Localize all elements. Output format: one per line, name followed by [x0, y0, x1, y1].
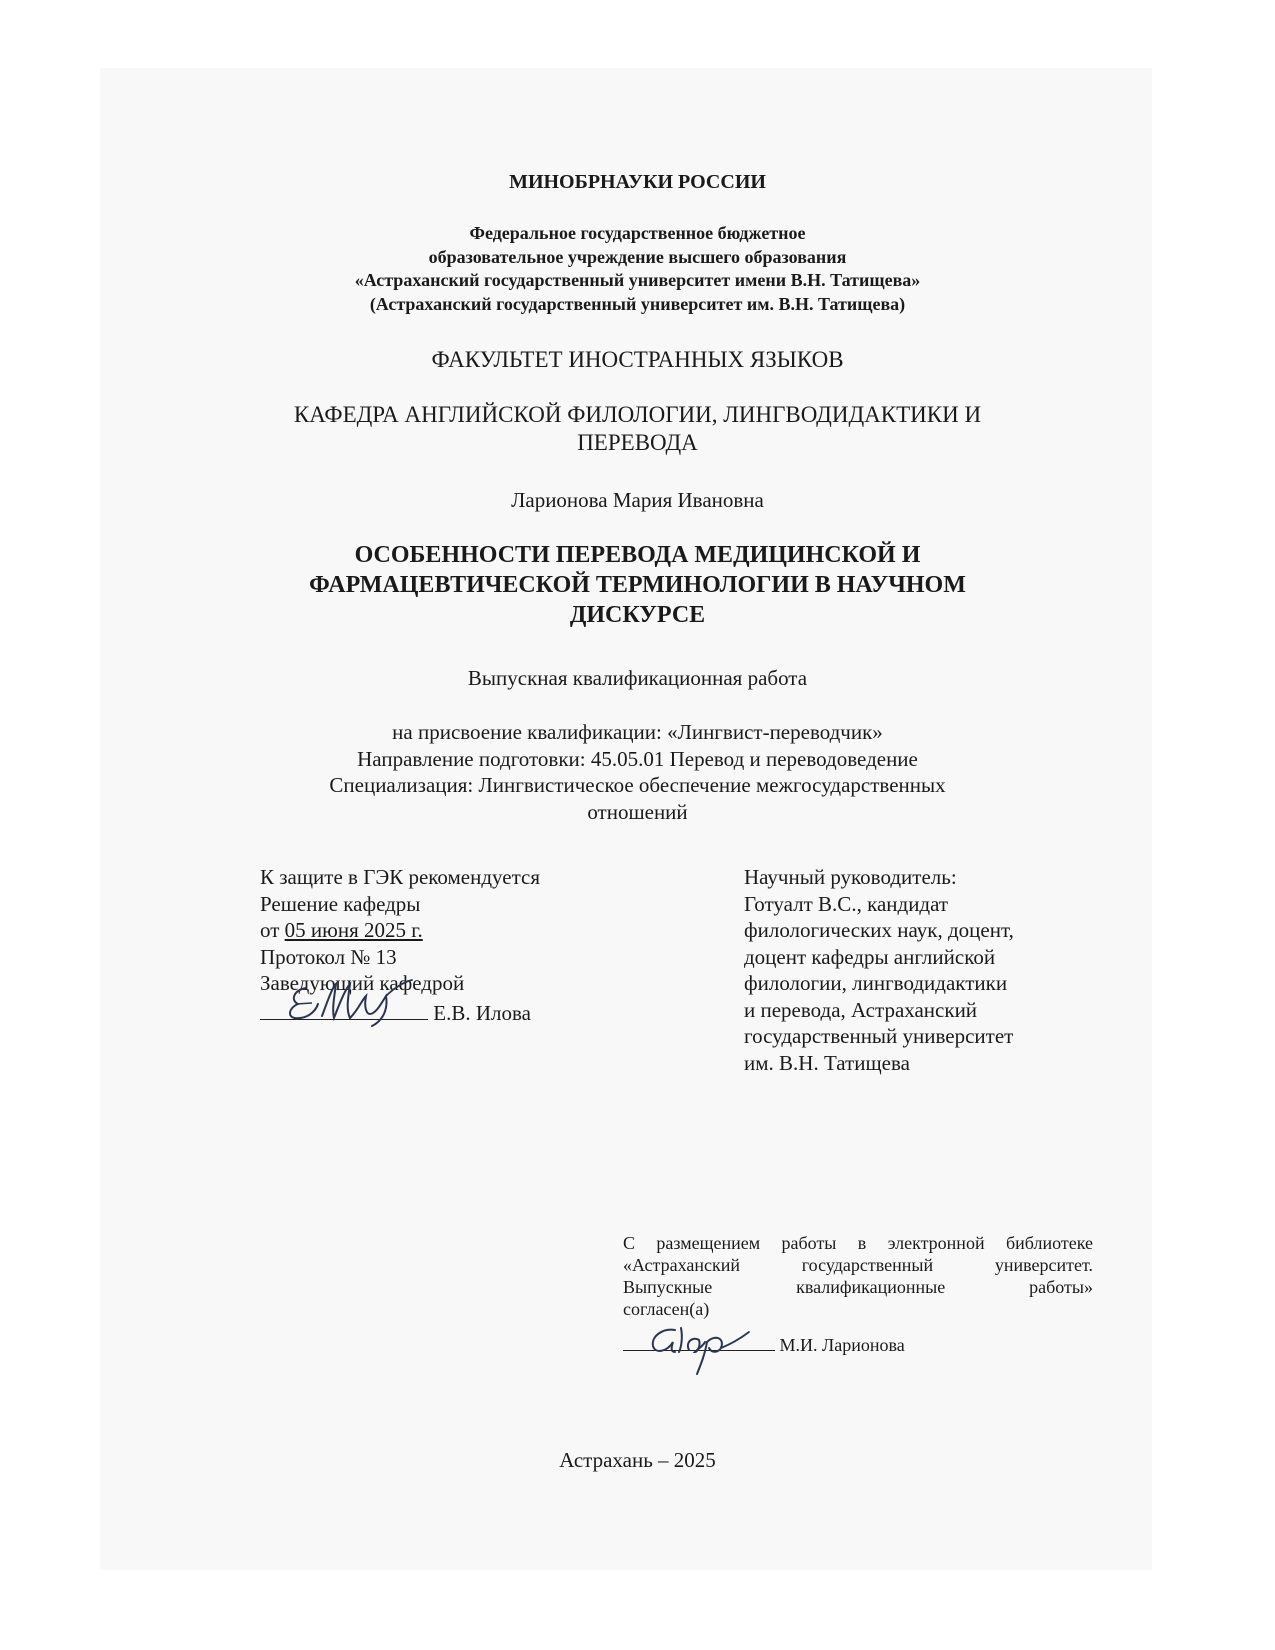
head-signature-line: Е.В. Илова: [260, 997, 620, 1027]
work-type: Выпускная квалификационная работа: [467, 666, 808, 690]
student-signature-line: М.И. Ларионова: [623, 1332, 905, 1356]
defense-recommendation-block: К защите в ГЭК рекомендуется Решение кафедры от 05 июня 2025 г. Протокол № 13 Заведующий кафедрой Е.В. Илова: [260, 864, 620, 1026]
institution-name: Федеральное государственное бюджетное образовательное учреждение высшего образования «Астраханский государственный университет имени В.Н. Татищева» (Астраханский государственный университет им. В.Н. Татищева): [354, 223, 921, 314]
qualification-info: на присвоение квалификации: «Лингвист-переводчик» Направление подготовки: 45.05.01 Перевод и переводоведение Специализация: Лингвистическое обеспечение межгосударственных отношений: [329, 720, 946, 824]
decision-date: 05 июня 2025 г.: [284, 918, 423, 942]
department-name: КАФЕДРА АНГЛИЙСКОЙ ФИЛОЛОГИИ, ЛИНГВОДИДАКТИКИ И ПЕРЕВОДА: [293, 402, 982, 455]
decision-date-line: от 05 июня 2025 г.: [260, 918, 423, 942]
ministry-heading: МИНОБРНАУКИ РОССИИ: [509, 171, 766, 193]
signature-blank: [260, 997, 428, 1020]
supervisor-block: Научный руководитель: Готуалт В.С., кандидат филологических наук, доцент, доцент кафедры английской филологии, лингводидактики и перевода, Астраханский государственный университет им. В.Н. Татищева: [744, 865, 1014, 1075]
author-name: Ларионова Мария Ивановна: [511, 488, 764, 512]
library-consent-block: С размещением работы в электронной библиотеке «Астраханский государственный университет. Выпускные квалификационные работы» согласен(а): [623, 1233, 1093, 1319]
thesis-title: ОСОБЕННОСТИ ПЕРЕВОДА МЕДИЦИНСКОЙ И ФАРМАЦЕВТИЧЕСКОЙ ТЕРМИНОЛОГИИ В НАУЧНОМ ДИСКУРСЕ: [309, 542, 966, 628]
signature-blank: [623, 1332, 775, 1351]
faculty-name: ФАКУЛЬТЕТ ИНОСТРАННЫХ ЯЗЫКОВ: [431, 347, 844, 372]
city-year: Астрахань – 2025: [559, 1448, 716, 1472]
